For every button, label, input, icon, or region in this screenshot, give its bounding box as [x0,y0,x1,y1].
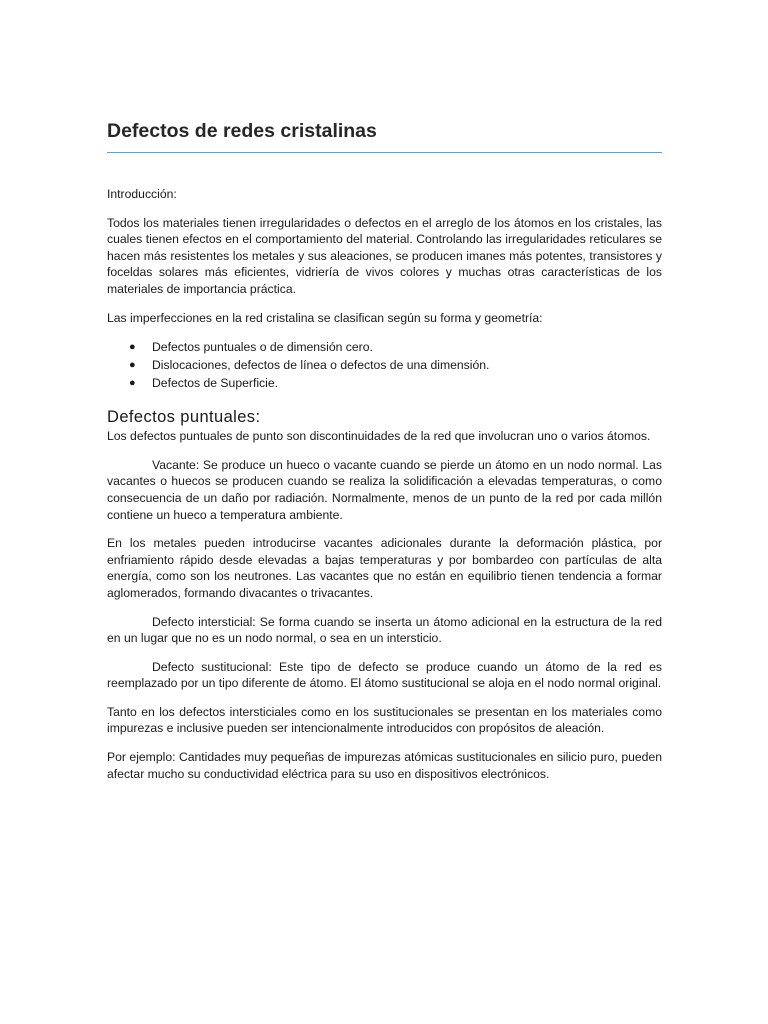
classification-paragraph: Las imperfecciones en la red cristalina se clasifican según su forma y geometría: [107,310,543,325]
document-page [107,118,662,782]
bullet-icon: ● [129,359,136,372]
list-item [107,374,662,392]
bullet-icon: ● [129,341,136,354]
list-item [107,356,662,374]
point-defects-paragraph: Los defectos puntuales de punto son discontinuidades de la red que involucran uno o varios átomos. [107,429,651,444]
metals-vacancy-paragraph: En los metales pueden introducirse vacantes adicionales durante la deformación plástica, por enfriamiento rápido desde elevadas a bajas temperaturas y por bombardeo con partículas de alta energía, como son los neutrones. Las vacantes que no están en equilibrio tienen tendencia a formar aglomerados, formando divacantes o trivacantes. [107,536,662,600]
section-heading: Defectos puntuales: [107,408,261,427]
vacancy-paragraph: Vacante: Se produce un hueco o vacante cuando se pierde un átomo en un nodo normal. Las vacantes o huecos se producen cuando se realiza la solidificación a elevadas temperaturas, o como consecuencia de un daño por radiación. Normalmente, menos de un punto de la red por cada millón contiene un hueco a temperatura ambiente. [107,457,662,522]
list-item-text: Dislocaciones, defectos de línea o defectos de una dimensión. [152,358,490,373]
page-title: Defectos de redes cristalinas [107,118,662,153]
impurities-paragraph: Tanto en los defectos intersticiales como en los sustitucionales se presentan en los materiales como impurezas e inclusive pueden ser intencionalmente introducidos con propósitos de aleación. [107,704,662,736]
list-item [107,338,662,356]
list-item-text: Defectos puntuales o de dimensión cero. [152,340,373,355]
intro-paragraph: Todos los materiales tienen irregularidades o defectos en el arreglo de los átomos en los cristales, las cuales tienen efectos en el comportamiento del material. Controlando las irregularidades reticulares se hacen más resistentes los metales y sus aleaciones, se producen imanes más potentes, transistores y foceldas solares más eficientes, vidriería de vivos colores y muchas otras características de los materiales de importancia práctica. [107,215,662,296]
list-item-text: Defectos de Superficie. [152,376,279,391]
interstitial-paragraph: Defecto intersticial: Se forma cuando se inserta un átomo adicional en la estructura de la red en un lugar que no es un nodo normal, o sea en un intersticio. [107,614,662,646]
classification-list [107,338,662,392]
intro-label: Introducción: [107,187,177,201]
example-paragraph: Por ejemplo: Cantidades muy pequeñas de impurezas atómicas sustitucionales en silicio puro, pueden afectar mucho su conductividad eléctrica para su uso en dispositivos electrónicos. [107,750,662,781]
substitutional-paragraph: Defecto sustitucional: Este tipo de defecto se produce cuando un átomo de la red es reemplazado por un tipo diferente de átomo. El átomo sustitucional se aloja en el nodo normal original. [107,659,662,691]
bullet-icon: ● [129,377,136,390]
